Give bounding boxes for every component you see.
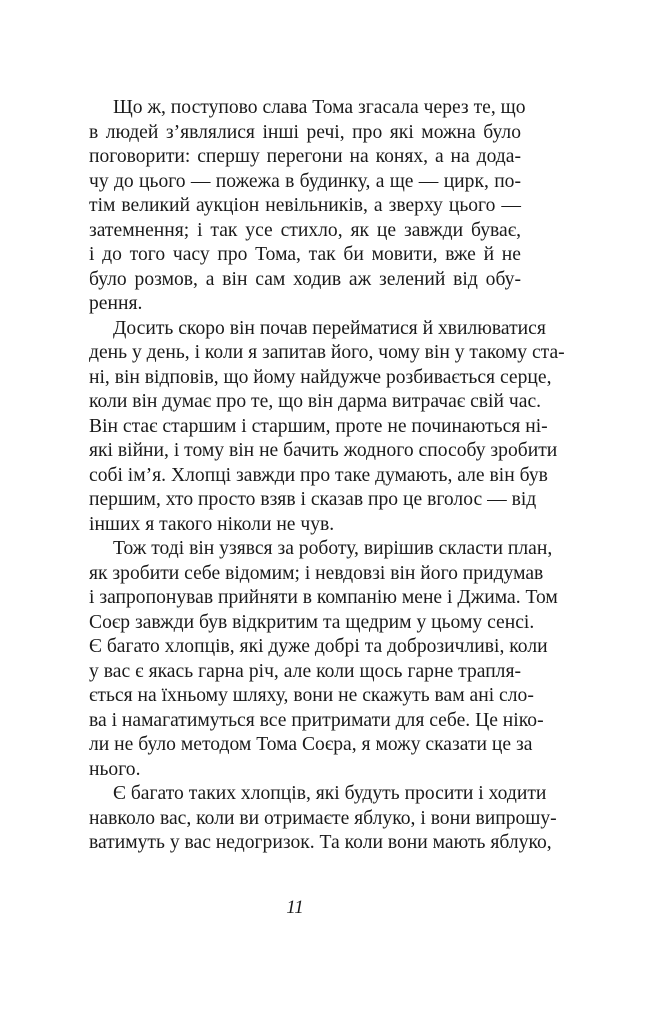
page-number: 11 — [286, 897, 304, 918]
text-line: Досить скоро він почав перейматися й хвилюватися — [113, 317, 546, 339]
text-line: затемнення; і так усе стихло, як це завжди буває, — [89, 219, 521, 241]
paragraph — [89, 317, 565, 538]
text-line: першим, хто просто взяв і сказав про це вголос — від — [89, 489, 537, 510]
text-line: Що ж, поступово слава Тома згасала через те, що — [113, 97, 526, 118]
text-line: навколо вас, коли ви отримаєте яблуко, і вони випрошу- — [89, 807, 557, 829]
text-line: Є багато хлопців, які дуже добрі та доброзичливі, коли — [89, 636, 548, 657]
paragraph — [89, 537, 558, 782]
text-line: у вас є якась гарна річ, але коли щось гарне трапля- — [89, 660, 521, 682]
paragraph — [89, 782, 557, 856]
text-line: було розмов, а він сам ходив аж зелений від обу- — [89, 268, 521, 290]
text-line: в людей з’являлися інші речі, про які можна було — [89, 121, 521, 143]
text-line: собі ім’я. Хлопці завжди про таке думають, але він був — [89, 464, 548, 486]
text-line: ватимуть у вас недогризок. Та коли вони мають яблуко, — [89, 832, 552, 853]
text-line: ли не було методом Тома Соєра, я можу сказати це за — [89, 734, 533, 755]
text-line: і запропонував прийняти в компанію мене і Джима. Том — [89, 587, 558, 608]
paragraph — [89, 96, 526, 317]
text-line: рення. — [89, 293, 143, 314]
text-line: нього. — [89, 758, 141, 780]
text-line: чу до цього — пожежа в будинку, а ще — цирк, по- — [89, 170, 521, 192]
text-line: інших я такого ніколи не чув. — [89, 513, 335, 535]
text-line: тім великий аукціон невільників, а зверху цього — — [89, 195, 521, 216]
text-line: Він стає старшим і старшим, проте не починаються ні- — [89, 415, 548, 437]
text-line: ється на їхньому шляху, вони не скажуть вам ані сло- — [89, 685, 534, 706]
text-line: Є багато таких хлопців, які будуть просити і ходити — [113, 783, 547, 804]
text-line: Тож тоді він узявся за роботу, вирішив скласти план, — [113, 538, 553, 559]
text-line: ва і намагатимуться все притримати для себе. Це ніко- — [89, 709, 544, 731]
text-line: поговорити: спершу перегони на конях, а на дода- — [89, 146, 521, 167]
page-body — [89, 96, 565, 856]
text-line: ні, він відповів, що йому найдужче розбивається серце, — [89, 366, 552, 388]
text-line: які війни, і тому він не бачить жодного способу зробити — [89, 440, 558, 461]
text-line: як зробити себе відомим; і невдовзі він його придумав — [89, 562, 544, 584]
text-line: Соєр завжди був відкритим та щедрим у цьому сенсі. — [89, 611, 535, 633]
text-line: і до того часу про Тома, так би мовити, вже й не — [89, 244, 521, 265]
text-line: день у день, і коли я запитав його, чому він у такому ста- — [89, 342, 565, 363]
text-line: коли він думає про те, що він дарма витрачає свій час. — [89, 391, 542, 412]
